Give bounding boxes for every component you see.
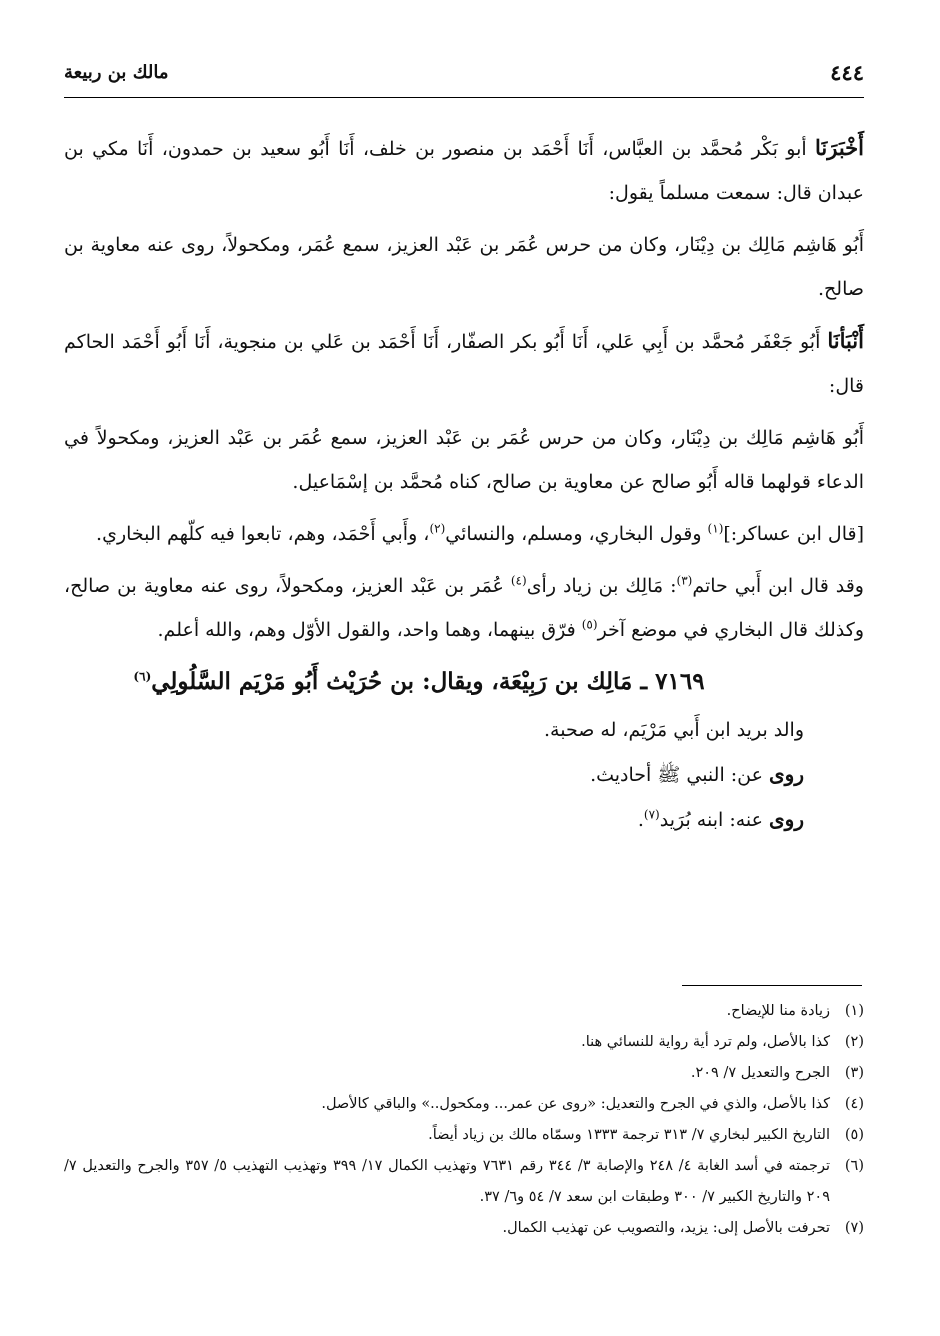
paragraph-3 [64, 319, 864, 408]
paragraph-text: أبو بَكْر مُحمَّد بن العبَّاس، أَنَا أَحْمَد بن منصور بن خلف، أَنَا أَبُو سعيد بن حمدون، أَنَا مكي بن عبدان قال: سمعت مسلماً يقول: [64, 138, 864, 204]
entry-line-3 [64, 797, 864, 842]
paragraph-text: أَبُو هَاشِم مَالِك بن دِيْنَار، وكان من حرس عُمَر بن عَبْد العزيز، سمع عُمَر بن عَبْد العزيز، ومكحولاً في الدعاء قولهما قاله أَبُو صالح عن معاوية بن صالح، كناه مُحمَّد بن إسْمَاعيل. [64, 427, 864, 493]
footnote-number: (٢) [844, 1034, 864, 1050]
footnote-item [64, 1213, 864, 1244]
footnote-marker: (١) [707, 521, 724, 536]
page-header [64, 54, 864, 94]
paragraph-text: : مَالِك بن زياد رأى [526, 575, 677, 597]
footnote-item [64, 1089, 864, 1120]
running-title: مالك بن ربيعة [64, 62, 169, 83]
footnote-rule [682, 985, 862, 986]
footnote-marker: (٣) [676, 573, 693, 588]
paragraph-5 [64, 512, 864, 556]
footnote-number: (٧) [844, 1220, 864, 1236]
narrated-label: روى [769, 807, 804, 831]
footnote-text: كذا بالأصل، والذي في الجرح والتعديل: «روى عن عمر... ومكحول..» والباقي كالأصل. [321, 1096, 830, 1112]
entry-heading [64, 660, 864, 704]
entry-text: عن: النبي ﷺ أحاديث. [590, 764, 770, 786]
entry-line-2 [64, 752, 864, 797]
header-rule [64, 97, 864, 98]
paragraph-text: فرّق بينهما، وهما واحد، والقول الأوّل وهم، والله أعلم. [157, 619, 582, 641]
isnad-lead-word: أَخْبَرَنَا [815, 135, 864, 160]
paragraph-text: ، وأَبي أَحْمَد، وهم، تابعوا فيه كلّهم البخاري. [96, 523, 430, 545]
footnote-text: كذا بالأصل، ولم ترد أية رواية للنسائي هنا. [581, 1034, 830, 1050]
entry-line-1 [64, 708, 864, 752]
isnad-lead-word: أَنْبَأنَا [827, 328, 864, 353]
footnote-text: زيادة منا للإيضاح. [726, 1003, 830, 1019]
footnote-item [64, 996, 864, 1027]
entry-text: والد بريد ابن أَبي مَرْيَم، له صحبة. [544, 719, 804, 741]
entry-text: . [637, 809, 644, 831]
footnotes [64, 996, 864, 1244]
paragraph-text: وقد قال ابن أَبي حاتم [692, 575, 864, 597]
footnote-number: (١) [844, 1003, 864, 1019]
footnote-number: (٤) [844, 1096, 864, 1112]
paragraph-text: أَبُو هَاشِم مَالِك بن دِيْنَار، وكان من حرس عُمَر بن عَبْد العزيز، سمع عُمَر، ومكحولاً، روى عنه معاوية بن صالح. [64, 234, 864, 300]
entry-text: عنه: ابنه بُرَيد [659, 809, 770, 831]
paragraph-1 [64, 126, 864, 215]
footnote-item [64, 1027, 864, 1058]
paragraph-4 [64, 416, 864, 504]
footnote-item [64, 1120, 864, 1151]
footnote-marker: (٦) [133, 669, 152, 684]
footnote-item [64, 1151, 864, 1213]
page-number: ٤٤٤ [830, 60, 864, 85]
entry-title: ٧١٦٩ ـ مَالِك بن رَبِيْعَة، ويقال: بن حُرَيْث أَبُو مَرْيَم السَّلُولِي [151, 668, 705, 695]
footnote-marker: (٢) [429, 521, 446, 536]
footnote-text: ترجمته في أسد الغابة ٤/ ٢٤٨ والإصابة ٣/ ٣٤٤ رقم ٧٦٣١ وتهذيب الكمال ١٧/ ٣٩٩ وتهذيب التهذيب ٥/ ٣٥٧ والجرح والتعديل ٧/ ٢٠٩ والتاريخ الكبير ٧/ ٣٠٠ وطبقات ابن سعد ٧/ ٥٤ و٦/ ٣٧. [64, 1158, 831, 1205]
paragraph-2 [64, 223, 864, 311]
footnote-number: (٦) [844, 1158, 864, 1174]
paragraph-text: عُمَر بن عَبْد العزيز، ومكحولاً، روى عنه معاوية بن صالح، وكذلك قال البخاري في موضع آخر [64, 575, 864, 641]
footnote-text: تحرفت بالأصل إلى: يزيد، والتصويب عن تهذيب الكمال. [502, 1220, 830, 1236]
footnote-text: التاريخ الكبير لبخاري ٧/ ٣١٣ ترجمة ١٣٣٣ وسمّاه مالك بن زياد أيضاً. [428, 1127, 830, 1143]
footnote-marker: (٥) [581, 617, 598, 632]
footnote-number: (٣) [844, 1065, 864, 1081]
footnote-marker: (٧) [643, 807, 660, 822]
paragraph-text: وقول البخاري، ومسلم، والنسائي [445, 523, 708, 545]
paragraph-text: أَبُو جَعْفَر مُحمَّد بن أَبِي عَلي، أَنَا أَبُو بكر الصفّار، أَنَا أَحْمَد بن عَلي بن منجوية، أَنَا أَبُو أَحْمَد الحاكم قال: [64, 331, 864, 397]
paragraph-text: [قال ابن عساكر:] [723, 523, 864, 545]
footnote-item [64, 1058, 864, 1089]
footnote-number: (٥) [844, 1127, 864, 1143]
footnote-text: الجرح والتعديل ٧/ ٢٠٩. [690, 1065, 830, 1081]
paragraph-6 [64, 564, 864, 652]
footnote-marker: (٤) [510, 573, 527, 588]
main-text [64, 126, 864, 842]
narrated-label: روى [769, 762, 804, 786]
